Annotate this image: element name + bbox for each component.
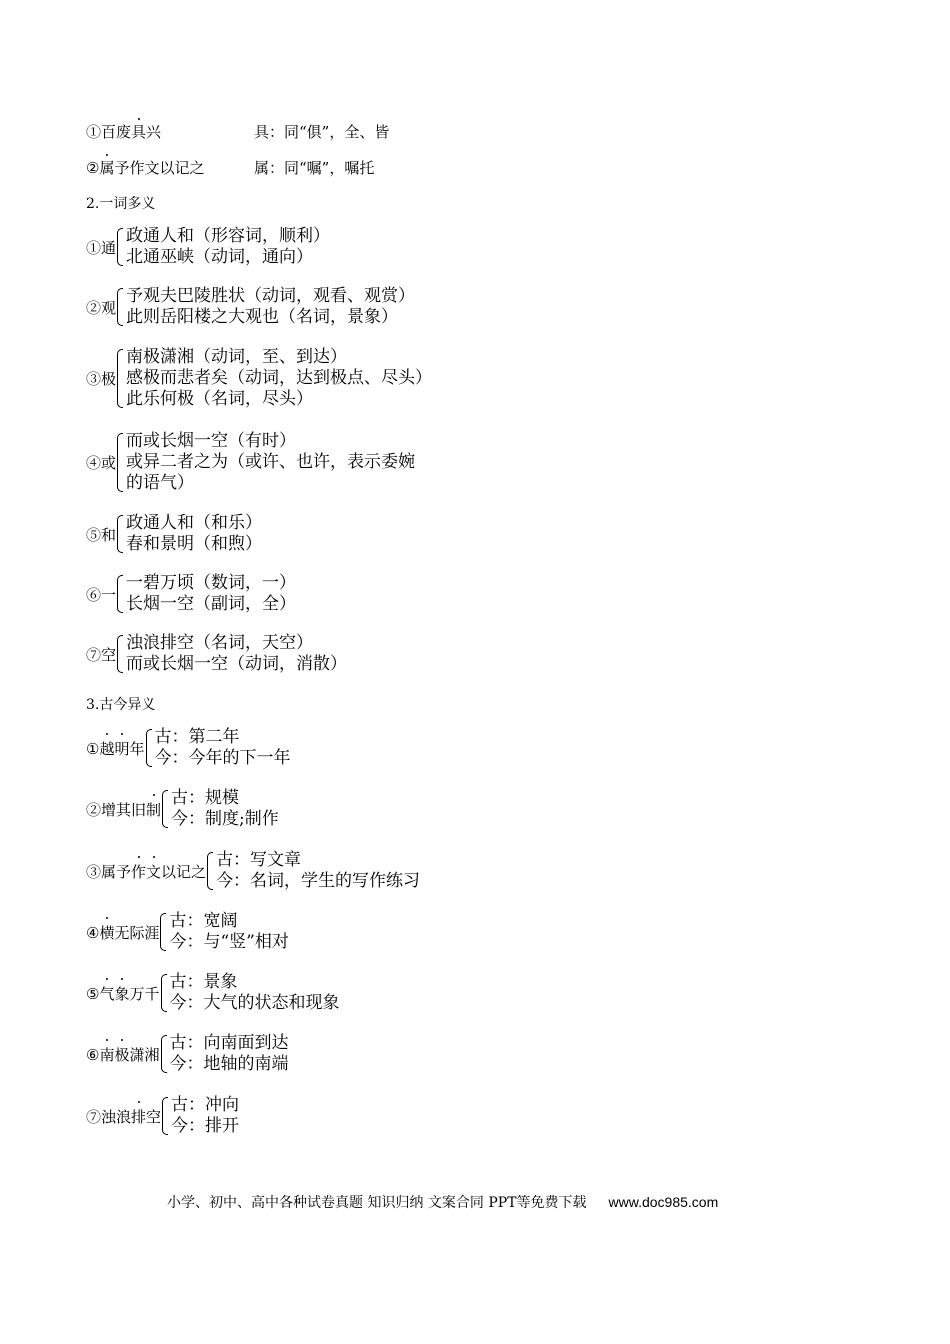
gujin-modern: 今：制度;制作 <box>171 809 279 829</box>
polysemy-entry-2 <box>86 286 415 328</box>
gujin-entry-4 <box>86 911 289 953</box>
polysemy-sense: 此则岳阳楼之大观也（名词，景象） <box>126 307 399 327</box>
brace <box>117 349 123 408</box>
polysemy-head: ③极 <box>86 370 117 388</box>
gujin-head: ②增其旧制 <box>86 800 162 819</box>
polysemy-head: ②观 <box>86 298 117 317</box>
polysemy-head: ⑥一 <box>86 585 117 604</box>
gujin-entry-1 <box>86 727 291 769</box>
polysemy-sense: 而或长烟一空（动词，消散） <box>126 654 348 674</box>
section-heading-polysemy: 2.一词多义 <box>86 196 156 212</box>
gujin-modern: 今：名词，学生的写作练习 <box>216 871 421 891</box>
tongjia-item-2-phrase: ②属予作文以记之 <box>86 159 205 177</box>
gujin-ancient: 古：规模 <box>171 788 240 808</box>
polysemy-sense: 一碧万顷（数词，一） <box>126 573 297 593</box>
gujin-head: ③属予作文以记之 <box>86 862 207 881</box>
section-heading-gujin: 3.古今异义 <box>86 697 156 713</box>
brace <box>162 1097 168 1135</box>
polysemy-entry-6 <box>86 573 296 615</box>
gujin-head: ①越明年 <box>86 739 145 758</box>
polysemy-sense: 的语气） <box>126 473 195 493</box>
gujin-ancient: 古：写文章 <box>216 850 302 870</box>
polysemy-sense: 春和景明（和煦） <box>126 534 263 554</box>
gujin-ancient: 古：第二年 <box>154 727 240 747</box>
gujin-modern: 今：今年的下一年 <box>154 748 291 768</box>
gujin-head: ⑦浊浪排空 <box>86 1107 162 1126</box>
brace <box>161 1035 167 1073</box>
polysemy-sense: 感极而悲者矣（动词，达到极点、尽头） <box>126 368 433 388</box>
gujin-ancient: 古：景象 <box>169 972 238 992</box>
polysemy-sense: 北通巫峡（动词，通向） <box>126 247 314 267</box>
polysemy-head: ⑦空 <box>86 645 117 664</box>
polysemy-sense: 政通人和（形容词，顺利） <box>126 226 331 246</box>
gujin-head: ⑤气象万千 <box>86 984 160 1003</box>
brace <box>161 974 167 1012</box>
brace <box>207 852 213 890</box>
polysemy-sense: 予观夫巴陵胜状（动词，观看、观赏） <box>126 286 416 306</box>
polysemy-entry-1 <box>86 226 330 268</box>
polysemy-entry-3 <box>86 347 432 410</box>
gujin-entry-3 <box>86 850 420 892</box>
brace <box>160 913 166 951</box>
brace <box>146 729 152 767</box>
page-footer <box>167 1192 718 1212</box>
polysemy-sense: 此乐何极（名词，尽头） <box>126 389 314 409</box>
gujin-modern: 今：与“竖”相对 <box>169 932 289 952</box>
gujin-ancient: 古：向南面到达 <box>169 1033 289 1053</box>
polysemy-head: ⑤和 <box>86 525 117 544</box>
brace <box>117 635 123 673</box>
tongjia-item-1-phrase: ①百废具兴 <box>86 123 162 141</box>
brace <box>117 433 123 492</box>
polysemy-sense: 政通人和（和乐） <box>126 513 263 533</box>
gujin-head: ⑥南极潇湘 <box>86 1045 160 1064</box>
brace <box>117 575 123 613</box>
gujin-ancient: 古：宽阔 <box>169 911 238 931</box>
polysemy-sense: 而或长烟一空（有时） <box>126 431 297 451</box>
tongjia-item-2-gloss: 属：同“嘱”，嘱托 <box>254 159 375 177</box>
polysemy-entry-7 <box>86 633 347 675</box>
polysemy-sense: 浊浪排空（名词，天空） <box>126 633 314 653</box>
polysemy-sense: 或异二者之为（或许、也许，表示委婉 <box>126 452 416 472</box>
polysemy-head: ①通 <box>86 238 117 257</box>
gujin-entry-6 <box>86 1033 289 1075</box>
brace <box>162 790 168 828</box>
gujin-head: ④横无际涯 <box>86 923 160 942</box>
footer-text: 小学、初中、高中各种试卷真题 知识归纳 文案合同 PPT等免费下载 <box>167 1195 587 1211</box>
gujin-entry-7 <box>86 1095 239 1137</box>
gujin-modern: 今：排开 <box>171 1116 240 1136</box>
brace <box>117 515 123 553</box>
gujin-modern: 今：大气的状态和现象 <box>169 993 340 1013</box>
gujin-modern: 今：地轴的南端 <box>169 1054 289 1074</box>
polysemy-sense: 南极潇湘（动词，至、到达） <box>126 347 348 367</box>
footer-url-link[interactable]: www.doc985.com <box>608 1194 719 1210</box>
polysemy-entry-4 <box>86 431 415 494</box>
polysemy-head: ④或 <box>86 454 117 472</box>
tongjia-item-1-gloss: 具：同“俱”，全、皆 <box>254 123 390 141</box>
polysemy-entry-5 <box>86 513 262 555</box>
gujin-ancient: 古：冲向 <box>171 1095 240 1115</box>
gujin-entry-2 <box>86 788 279 830</box>
brace <box>117 288 123 326</box>
polysemy-sense: 长烟一空（副词，全） <box>126 594 297 614</box>
gujin-entry-5 <box>86 972 340 1014</box>
brace <box>117 228 123 266</box>
